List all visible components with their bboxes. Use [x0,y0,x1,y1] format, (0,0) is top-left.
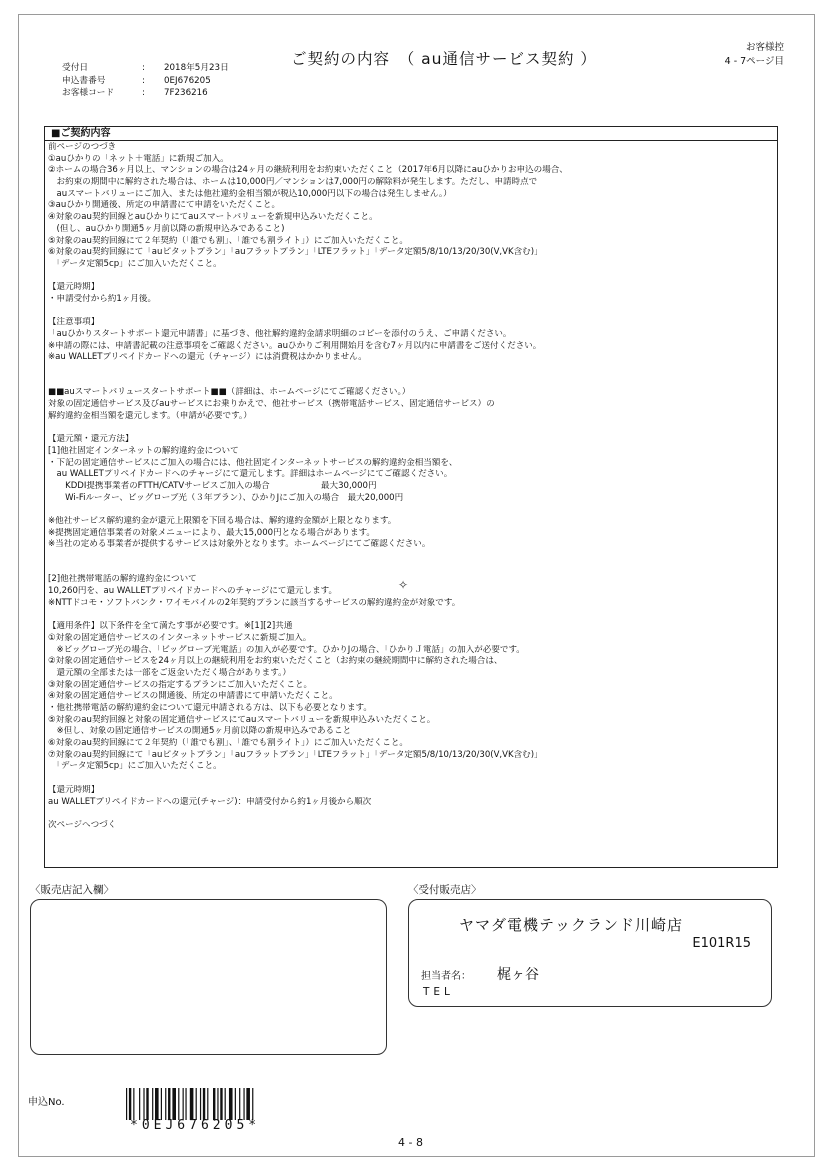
contract-line: 前ページのつづき [48,142,117,152]
contract-line: au WALLETプリペイドカードへのチャージにて還元します。詳細はホームページにてご確認ください。 [48,469,453,480]
copy-info [725,41,784,69]
info-key: お客様コード [62,88,115,98]
contract-line: ①auひかりの「ネット＋電話」に新規ご加入。 [48,153,229,164]
contract-line: ⑦対象のau契約回線にて「auピタットプラン」「auフラットプラン」「LTEフラット」「データ定額5/8/10/13/20/30(V,VK含む)」 [48,749,543,760]
contract-line: [2]他社携帯電話の解約違約金について [48,574,197,585]
contract-line: [1]他社固定インターネットの解約違約金について [48,445,239,456]
contract-line [48,271,774,283]
contract-line [48,376,774,388]
cursor-icon: ✧ [398,578,409,592]
contract-line: 【還元時期】 [48,282,100,293]
contract-line [48,551,774,563]
staff-label: 担当者名： [421,971,471,982]
contract-line [48,563,774,575]
page-number: 4 - 8 [398,1136,423,1149]
contract-line [48,364,774,376]
contract-line: ※au WALLETプリペイドカードへの還元（チャージ）には消費税はかかりません。 [48,352,367,363]
contract-line: ⑤対象のau契約回線にて２年契約（「誰でも割」、「誰でも割ライト」）にご加入いただくこと。 [48,235,408,246]
contract-line: 【適用条件】以下条件を全て満たす事が必要です。※[1][2]共通 [48,621,293,632]
contract-line: ■■auスマートバリュースタートサポート■■（詳細は、ホームページにてご確認ください。） [48,387,411,398]
contract-line: ・申請受付から約1ヶ月後。 [48,293,156,304]
info-value: 7F236216 [164,88,208,98]
info-key: 申込書番号 [62,75,106,86]
contract-line: お約束の期間中に解約された場合は、ホームは10,000円／マンションは7,000円の解除料が発生します。ただし、申請時点で [48,177,538,188]
contract-line [48,423,774,435]
info-row [62,62,229,75]
contract-line: ③対象の固定通信サービスの指定するプランにご加入いただくこと。 [48,679,313,690]
info-value: 2018年5月23日 [164,63,229,73]
receiving-store-label: 〈受付販売店〉 [408,884,482,896]
contract-line [48,610,774,622]
contract-line: ④対象の固定通信サービスの開通後、所定の申請書にて申請いただくこと。 [48,691,338,702]
contract-line: 還元額の全部または一部をご返金いただく場合があります。） [48,667,291,678]
info-key: 受付日 [62,63,89,73]
contract-line: ④対象のau契約回線とauひかりにてauスマートバリューを新規申込みいただくこと。 [48,212,378,223]
contract-content-box [44,126,778,868]
info-row [62,87,229,100]
contract-line [48,808,774,820]
contract-line: 【還元額・還元方法】 [48,434,134,445]
info-value: 0EJ676205 [164,75,211,86]
info-sep: : [142,75,145,86]
contract-line: ・下記の固定通信サービスにご加入の場合には、他社固定インターネットサービスの解約違約金相当額を、 [48,457,458,468]
document-title: ご契約の内容 （ au通信サービス契約 ） [291,50,597,68]
store-code: E101R15 [692,936,751,951]
staff-name: 梶ヶ谷 [497,967,539,983]
contract-line: ③auひかり開通後、所定の申請書にて申請をいただくこと。 [48,200,280,211]
contract-line: Wi-Fiルーター、ビッグローブ光（３年プラン）、ひかりJにご加入の場合 最大20,000円 [48,492,404,503]
contract-line: ※ビッグローブ光の場合、「ビッグローブ光電話」の加入が必要です。ひかりJの場合、「ひかりＪ電話」の加入が必要です。 [48,644,525,655]
contract-line: 「auひかりスタートサポート還元申請書」に基づき、他社解約違約金請求明細のコピーを添付のうえ、ご申請ください。 [48,329,512,339]
contract-line: ※NTTドコモ・ソフトバンク・ワイモバイルの2年契約プランに該当するサービスの解約違約金が対象です。 [48,597,461,608]
contract-line: ⑥対象のau契約回線にて２年契約（「誰でも割」、「誰でも割ライト」）にご加入いただくこと。 [48,738,408,749]
contract-line: ※当社の定める事業者が提供するサービスは対象外となります。ホームページにてご確認ください。 [48,539,431,550]
apply-no-label: 申込No. [28,1097,65,1108]
tel-label: TEL [423,986,454,998]
contract-line: 「データ定額5cp」にご加入いただくこと。 [48,258,222,269]
contract-line: ⑥対象のau契約回線にて「auピタットプラン」「auフラットプラン」「LTEフラット」「データ定額5/8/10/13/20/30(V,VK含む)」 [48,247,543,258]
contract-line: 「データ定額5cp」にご加入いただくこと。 [48,761,222,772]
contract-line [48,773,774,785]
contract-line: 【注意事項】 [48,317,100,328]
contract-line: ②対象の固定通信サービスを24ヶ月以上の継続利用をお約束いただくこと（お約束の継続期間中に解約された場合は、 [48,656,503,667]
contract-line: 対象の固定通信サービス及びauサービスにお乗りかえで、他社サービス（携帯電話サービス、固定通信サービス）の [48,399,495,410]
store-entry-box [30,899,387,1055]
info-row [62,75,229,88]
store-entry-label: 〈販売店記入欄〉 [30,884,114,896]
contract-line: ※提携固定通信事業者の対象メニューにより、最大15,000円となる場合があります。 [48,527,375,538]
receiving-store-box [408,899,772,1007]
contract-line: ※但し、対象の固定通信サービスの開通5ヶ月前以降の新規申込みであること [48,726,352,737]
contract-line: (但し、auひかり開通5ヶ月前以降の新規申込みであること) [48,223,285,234]
contract-line: ②ホームの場合36ヶ月以上、マンションの場合は24ヶ月の継続利用をお約束いただくこと（2017年6月以降にauひかりお申込の場合、 [48,165,568,176]
contract-line: auスマートバリューにご加入、または他社違約金相当額が税込10,000円以下の場合は発生しません。） [48,188,452,199]
contract-body [45,141,777,833]
contract-line: ※他社サービス解約違約金が還元上限額を下回る場合は、解約違約金額が上限となります。 [48,516,397,526]
store-name: ヤマダ電機テックランド川崎店 [459,916,684,934]
contract-line [48,306,774,318]
info-sep: : [142,88,145,98]
application-info [62,62,229,100]
contract-line: KDDI提携事業者のFTTH/CATVサービスご加入の場合 最大30,000円 [48,480,377,491]
copy-label: お客様控 [745,42,784,53]
contract-line: 次ページへつづく [48,819,117,830]
page-label: 4 - 7ページ目 [724,56,784,67]
contract-line: ⑤対象のau契約回線と対象の固定通信サービスにてauスマートバリューを新規申込みいただくこと。 [48,714,436,725]
barcode-icon [126,1088,298,1120]
contract-line: ・他社携帯電話の解約違約金について還元申請される方は、以下も必要となります。 [48,703,372,713]
contract-line: ①対象の固定通信サービスのインターネットサービスに新規ご加入。 [48,632,312,643]
contract-line: au WALLETプリペイドカードへの還元(チャージ)：申請受付から約1ヶ月後から順次 [48,796,372,807]
info-sep: : [142,63,145,73]
contract-line [48,504,774,516]
contract-line: 解約違約金相当額を還元します。（申請が必要です。） [48,410,252,421]
contract-line: 【還元時期】 [48,784,100,795]
contract-heading: ■ご契約内容 [45,127,777,141]
contract-line: 10,260円を、au WALLETプリペイドカードへのチャージにて還元します。 [48,586,338,597]
barcode-text: *0EJ676205* [130,1118,261,1133]
contract-line: ※申請の際には、申請書記載の注意事項をご確認ください。auひかりご利用開始月を含む7ヶ月以内に申請書をご送付ください。 [48,340,542,351]
